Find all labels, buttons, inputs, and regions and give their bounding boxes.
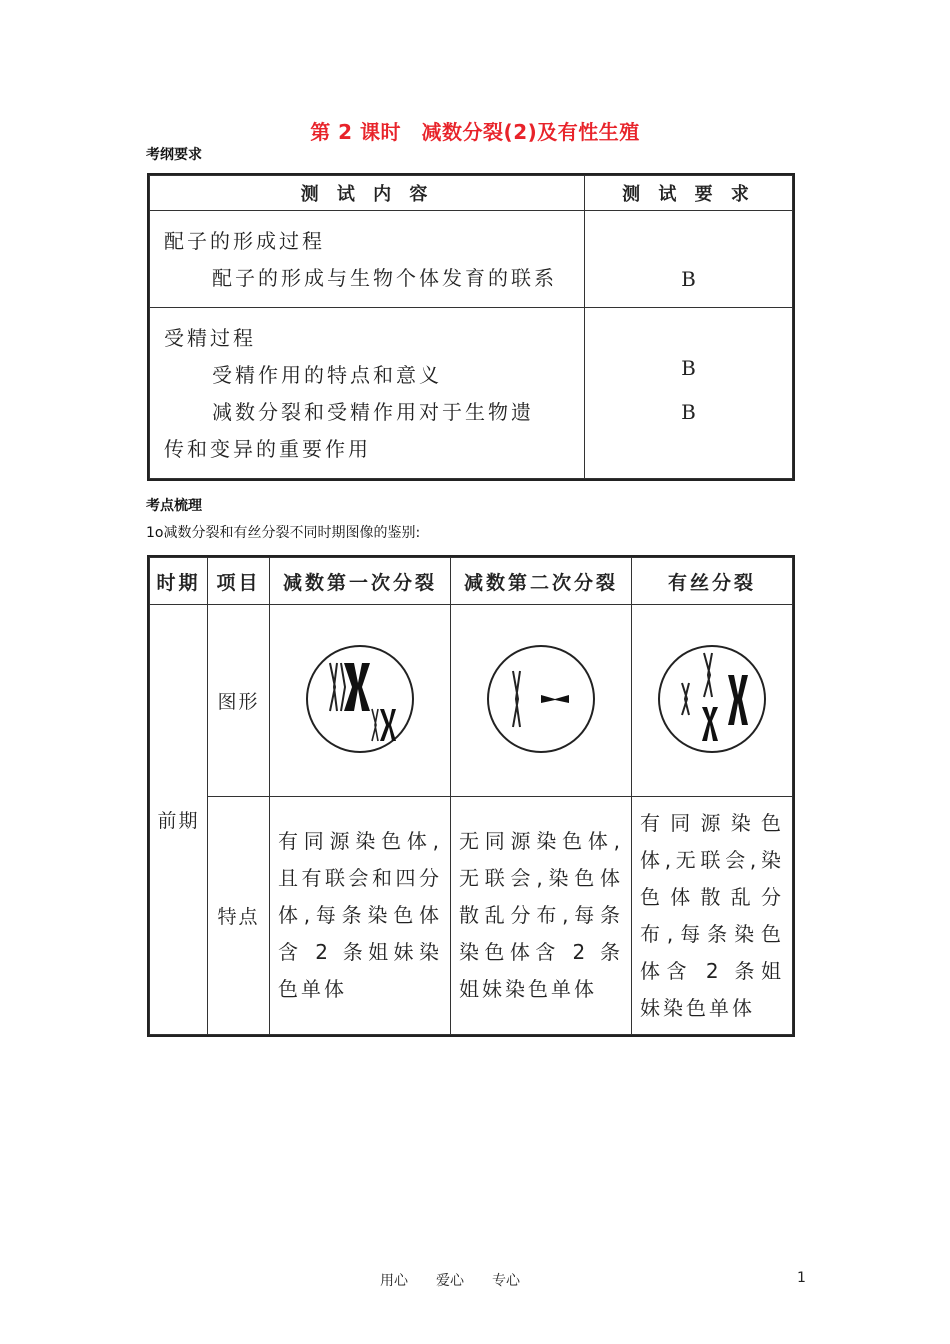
header-period: 时期: [150, 558, 208, 605]
content-item: 减数分裂和受精作用对于生物遗: [212, 400, 534, 424]
content-item: 传和变异的重要作用: [164, 437, 371, 461]
feature-mitosis: 有同源染色体,无联会,染色体散乱分布,每条染色体含 2 条姐妹染色单体: [632, 797, 793, 1035]
cell-diagram-meiosis-2: [485, 643, 597, 755]
header-meiosis-2: 减数第二次分裂: [451, 558, 632, 605]
feature-meiosis-1: 有同源染色体,且有联会和四分体,每条染色体含 2 条姐妹染色单体: [270, 797, 451, 1035]
division-comparison-table: [147, 555, 795, 1037]
section-heading-points: 考点梳理: [146, 498, 202, 514]
cell-diagram-mitosis: [656, 643, 768, 755]
header-test-requirement: 测 试 要 求: [585, 176, 793, 211]
requirement-value: B: [681, 400, 696, 424]
intro-text: 1o减数分裂和有丝分裂不同时期图像的鉴别:: [146, 525, 421, 541]
cell-diagram-meiosis-1: [304, 643, 416, 755]
header-test-content: 测 试 内 容: [150, 176, 585, 211]
header-item: 项目: [208, 558, 270, 605]
content-cell-2: [150, 308, 585, 479]
requirement-cell-2: [585, 308, 793, 479]
content-heading: 受精过程: [164, 326, 256, 350]
content-item: 配子的形成与生物个体发育的联系: [212, 266, 557, 290]
chromosome-pair-large: [330, 663, 345, 711]
section-heading-syllabus: 考纲要求: [146, 147, 202, 163]
figure-mitosis: [632, 605, 793, 797]
row-label-feature: 特点: [208, 797, 270, 1035]
requirement-value: B: [681, 267, 696, 291]
page-title: 第 2 课时 减数分裂(2)及有性生殖: [310, 120, 640, 144]
header-meiosis-1: 减数第一次分裂: [270, 558, 451, 605]
page-number: 1: [797, 1270, 806, 1286]
header-mitosis: 有丝分裂: [632, 558, 793, 605]
row-label-figure: 图形: [208, 605, 270, 797]
content-cell-1: [150, 211, 585, 308]
content-heading: 配子的形成过程: [164, 229, 325, 253]
feature-meiosis-2: 无同源染色体,无联会,染色体散乱分布,每条染色体含 2 条姐妹染色单体: [451, 797, 632, 1035]
requirement-cell-1: [585, 211, 793, 308]
requirement-value: B: [681, 356, 696, 380]
figure-meiosis-2: [451, 605, 632, 797]
footer-motto: 用心 爱心 专心: [380, 1273, 520, 1289]
figure-meiosis-1: [270, 605, 451, 797]
period-prophase: 前期: [150, 605, 208, 1035]
syllabus-table: [147, 173, 795, 481]
content-item: 受精作用的特点和意义: [212, 363, 442, 387]
